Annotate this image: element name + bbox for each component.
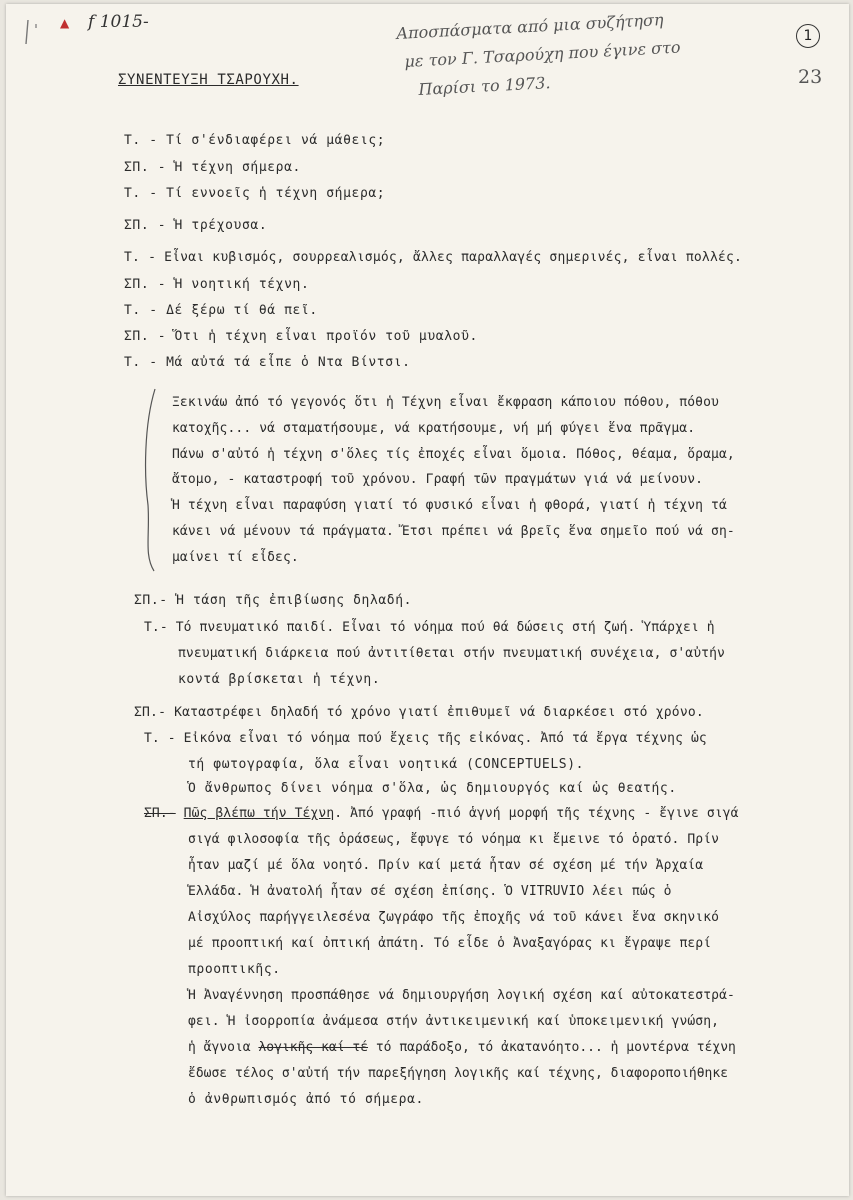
section4-line: μέ προοπτική καί ὀπτική ἀπάτη. Τό εἶδε ὁ Ἀναξαγόρας κι ἔγραψε περί (188, 936, 712, 951)
quote-line: Ἡ τέχνη εἶναι παραφύση γιατί τό φυσικό εἶναι ἡ φθορά, γιατί ἡ τέχνη τά (172, 498, 727, 513)
section3-line: τή φωτογραφία, ὅλα εἶναι νοητικά (CONCEPTUELS). (188, 757, 585, 772)
dialogue-line: Τ. - Τί εννοεῖς ἡ τέχνη σήμερα; (124, 186, 386, 201)
section4-line-with-strike (188, 1040, 736, 1055)
section4-line: προοπτικῆς. (188, 962, 281, 977)
section4-line: ἔδωσε τέλος σ'αὐτή τήν παρεξήγηση λογικῆς καί τέχνης, διαφοροποιήθηκε (188, 1066, 729, 1081)
line-post-strike: τό παράδοξο, τό ἀκατανόητο... ἡ μοντέρνα τέχνη (368, 1040, 736, 1055)
quote-line: Πάνω σ'αὐτό ἡ τέχνη σ'ὅλες τίς ἐποχές εἶναι ὅμοια. Πόθος, θέαμα, ὅραμα, (172, 447, 735, 462)
dialogue-line: Τ. - Τί σ'ένδιαφέρει νά μάθεις; (124, 133, 386, 148)
page-number: 23 (798, 66, 823, 88)
section4-line: φει. Ἡ ἰσορροπία ἀνάμεσα στήν ἀντικειμενική καί ὑποκειμενική γνώση, (188, 1014, 720, 1029)
dialogue-line: Τ. - Μά αὐτά τά εἶπε ὁ Ντα Βίντσι. (124, 355, 411, 370)
margin-pencil-marks (20, 14, 60, 54)
section3-line: Ὁ ἄνθρωπος δίνει νόημα σ'ὅλα, ὡς δημιουργός καί ὡς θεατής. (188, 781, 677, 796)
struck-speaker: ΣΠ.- (144, 806, 176, 821)
archive-reference: f 1015- (88, 12, 149, 32)
dialogue-line: ΣΠ. - Ἡ τέχνη σήμερα. (124, 160, 301, 175)
quote-bracket (140, 385, 160, 575)
underlined-heading: Πῶς βλέπω τήν Τέχνη (183, 806, 335, 821)
quote-line: κάνει νά μένουν τά πράγματα. Ἔτσι πρέπει νά βρεῖς ἕνα σημεῖο πού νά ση- (172, 524, 735, 539)
handwritten-note-line-1: Αποσπάσματα από μια συζήτηση (396, 10, 664, 43)
handwritten-note-line-2: με τον Γ. Τσαρούχη που έγινε στο (404, 37, 681, 71)
section4-line: σιγά φιλοσοφία τῆς ὁράσεως, ἔφυγε τό νόημα κι ἔμεινε τό ὁρατό. Πρίν (188, 832, 720, 847)
document-title: ΣΥΝΕΝΤΕΥΞΗ ΤΣΑΡΟΥΧΗ. (118, 72, 299, 88)
section4-first-line (144, 806, 739, 821)
section4-line: ὁ ἀνθρωπισμός ἀπό τό σήμερα. (188, 1092, 424, 1107)
section3-line: Τ. - Εἰκόνα εἶναι τό νόημα πού ἔχεις τῆς εἰκόνας. Ἀπό τά ἔργα τέχνης ὡς (144, 731, 707, 746)
dialogue-line: ΣΠ. - Ἡ νοητική τέχνη. (124, 277, 310, 292)
quote-line: ἄτομο, - καταστροφή τοῦ χρόνου. Γραφή τῶν πραγμάτων γιά νά μείνουν. (172, 472, 704, 487)
section4-line-rest: . Ἀπό γραφή -πιό ἁγνή μορφή τῆς τέχνης - ἔγινε σιγά (334, 806, 739, 821)
line-pre-strike: ἡ ἄγνοια (188, 1040, 259, 1055)
dialogue-line: ΣΠ. - Ἡ τρέχουσα. (124, 218, 268, 233)
struck-text: λογικῆς καί τέ (258, 1040, 369, 1055)
dialogue-line: Τ. - Εἶναι κυβισμός, σουρρεαλισμός, ἄλλες παραλλαγές σημερινές, εἶναι πολλές. (124, 250, 743, 265)
section3-line: ΣΠ.- Καταστρέφει δηλαδή τό χρόνο γιατί ἐπιθυμεῖ νά διαρκέσει στό χρόνο. (134, 705, 704, 720)
handwritten-note-line-3: Παρίσι το 1973. (418, 73, 551, 99)
dialogue-line: Τ. - Δέ ξέρω τί θά πεῖ. (124, 303, 318, 318)
section2-line: Τ.- Τό πνευματικό παιδί. Εἶναι τό νόημα πού θά δώσεις στή ζωή. Ὑπάρχει ἡ (144, 620, 715, 635)
section4-line: Ἡ Ἀναγέννηση προσπάθησε νά δημιουργήση λογική σχέση καί αὐτοκατεστρά- (188, 988, 735, 1003)
quote-line: μαίνει τί εἶδες. (172, 550, 299, 565)
quote-line: κατοχῆς... νά σταματήσουμε, νά κρατήσουμε, νή μή φύγει ἕνα πρᾶγμα. (172, 421, 696, 436)
section4-line: Αἰσχύλος παρήγγειλεσένα ζωγράφο τῆς ἐποχῆς νά τοῦ κάνει ἕνα σκηνικό (188, 910, 720, 925)
section2-line: ΣΠ.- Ἡ τάση τῆς ἐπιβίωσης δηλαδή. (134, 593, 413, 608)
section2-line: κοντά βρίσκεται ἡ τέχνη. (178, 672, 381, 687)
section2-line: πνευματική διάρκεια πού ἀντιτίθεται στήν πνευματική συνέχεια, σ'αὐτήν (178, 646, 725, 661)
page-circle-number: 1 (796, 24, 820, 48)
dialogue-line: ΣΠ. - Ὅτι ἡ τέχνη εἶναι προϊόν τοῦ μυαλοῦ. (124, 329, 478, 344)
section4-line: ἦταν μαζί μέ ὅλα νοητό. Πρίν καί μετά ἦταν σέ σχέση μέ τήν Ἀρχαία (188, 858, 704, 873)
quote-line: Ξεκινάω ἀπό τό γεγονός ὅτι ἡ Τέχνη εἶναι ἔκφραση κάποιου πόθου, πόθου (172, 395, 719, 410)
red-mark: ▲ (60, 16, 70, 30)
section4-line: Ἑλλάδα. Ἡ ἀνατολή ἦταν σέ σχέση ἐπίσης. Ὁ VITRUVIO λέει πώς ὁ (188, 884, 672, 899)
